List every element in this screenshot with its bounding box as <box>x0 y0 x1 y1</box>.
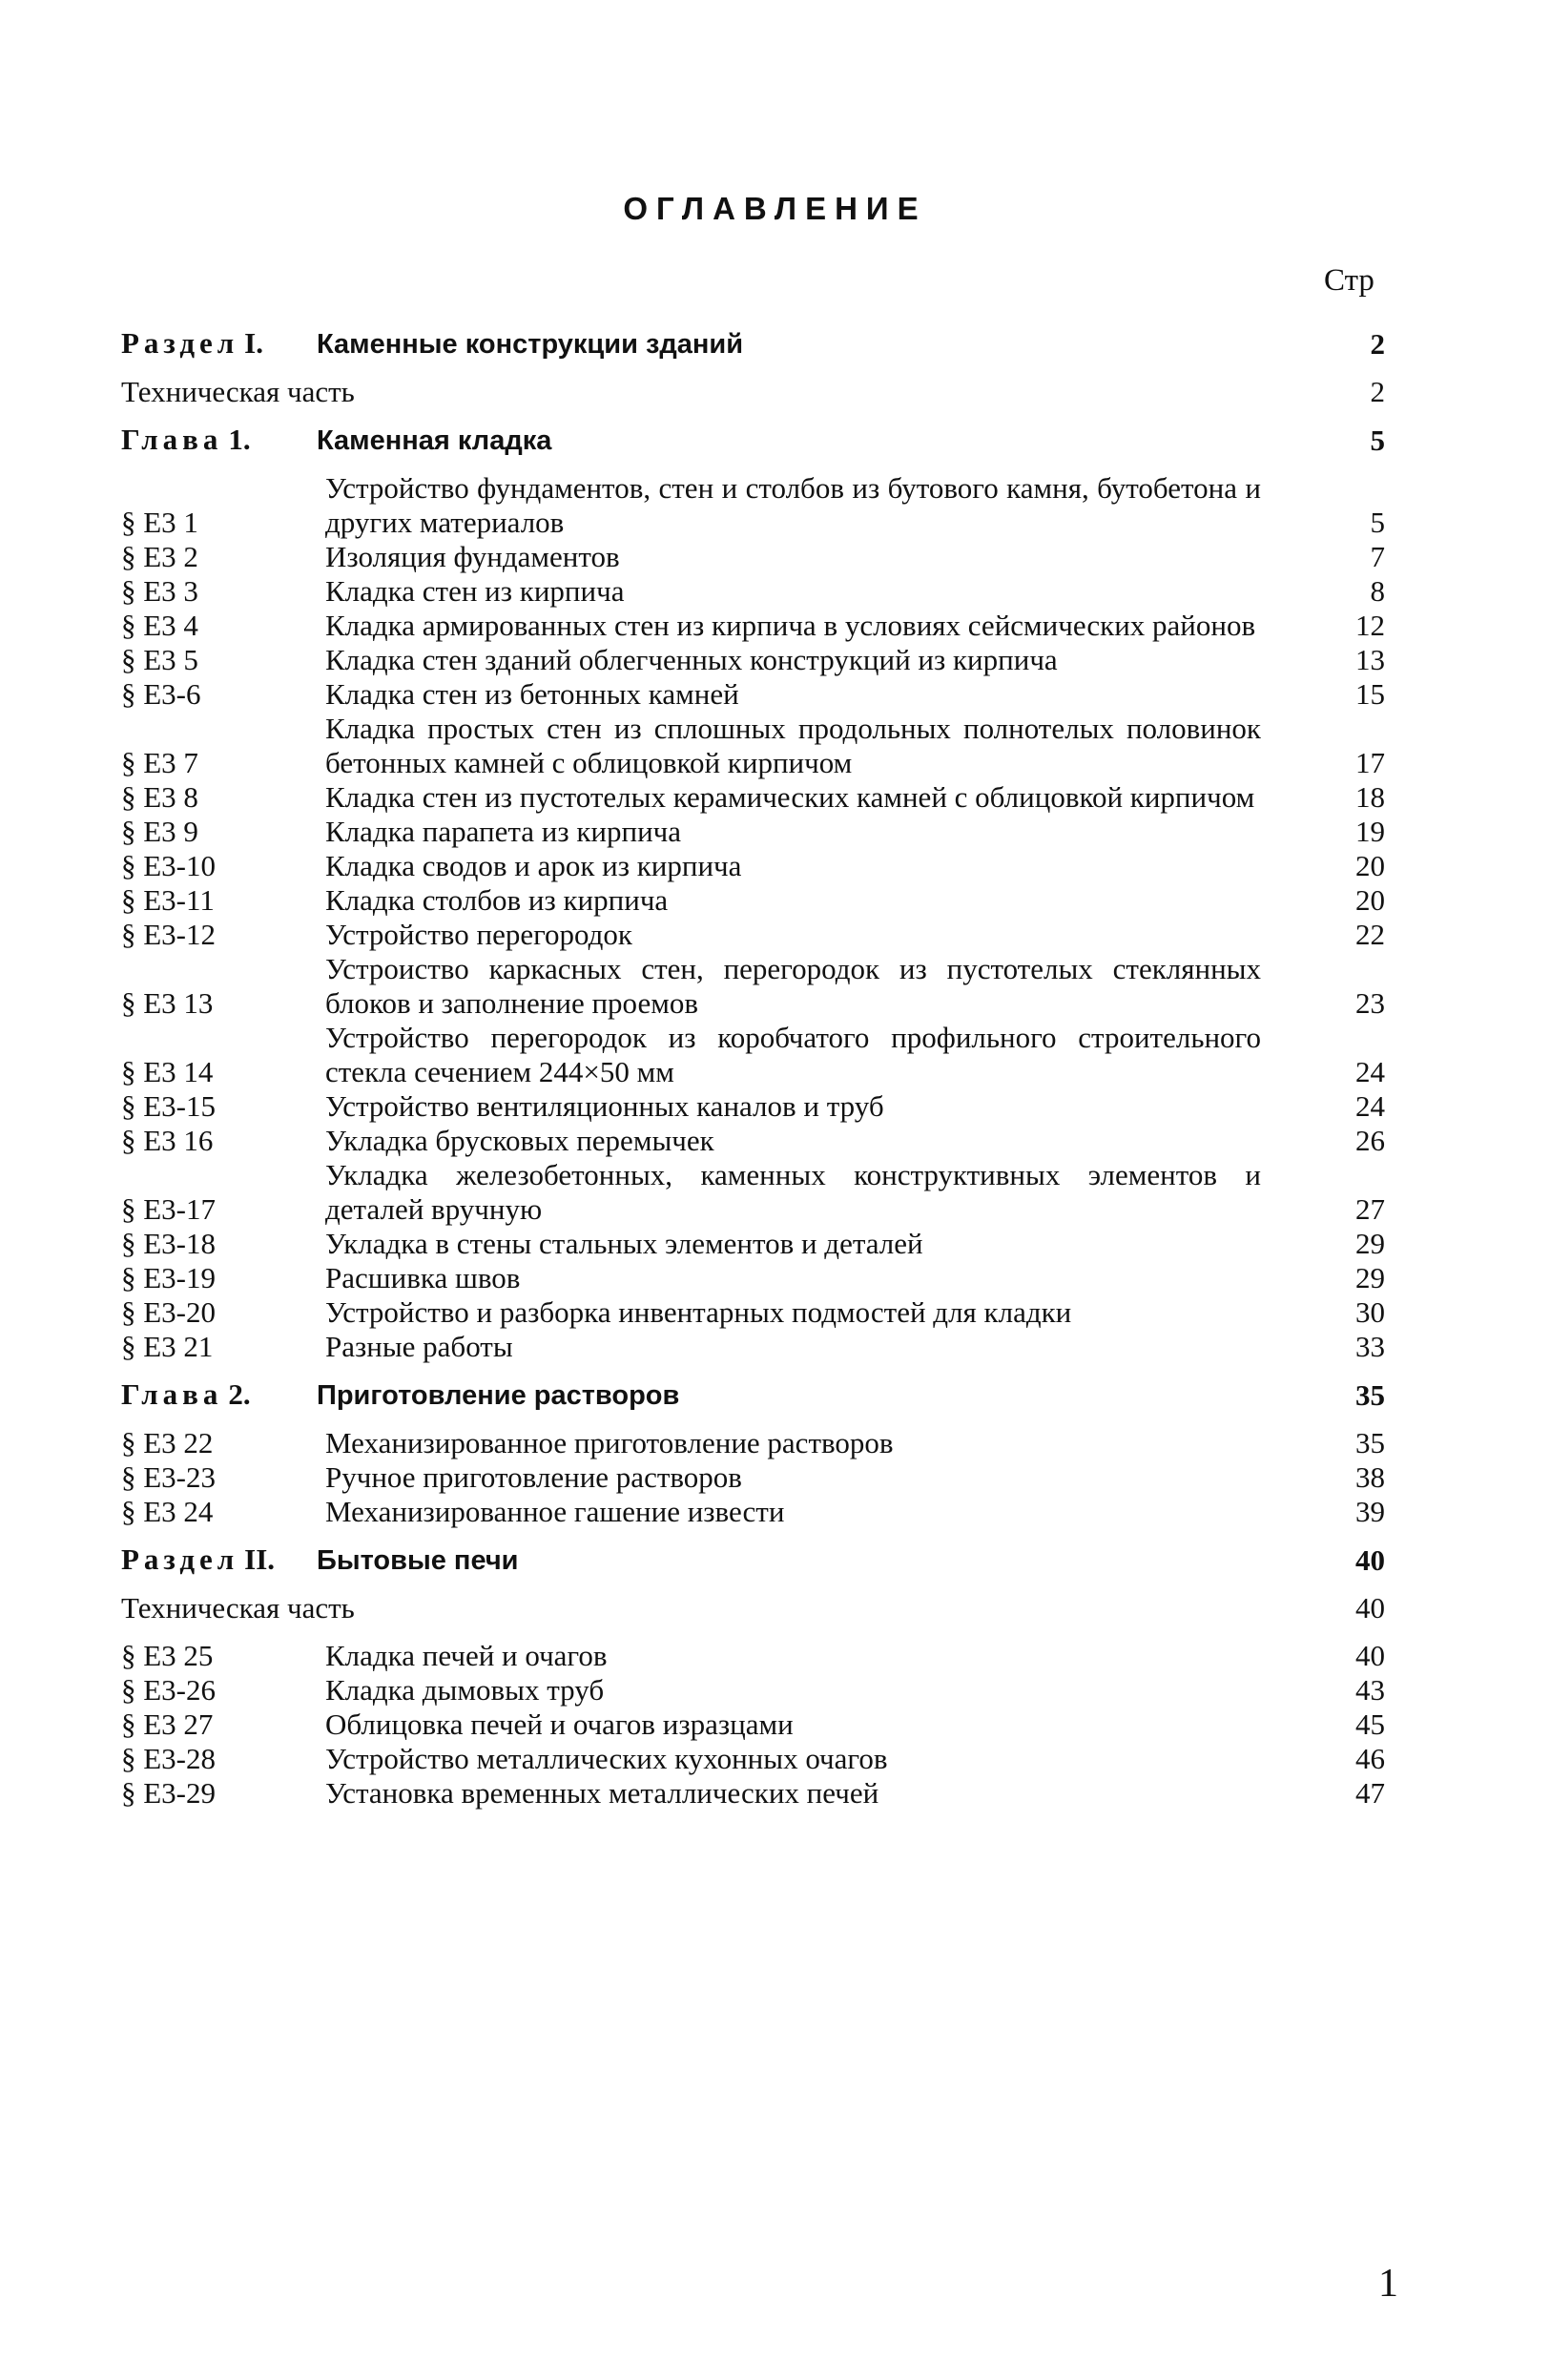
heading-number: 2. <box>228 1377 251 1411</box>
section-number: § Е3-18 <box>121 1227 217 1260</box>
section-number: § Е3-15 <box>121 1089 217 1123</box>
toc-entry <box>121 1673 1385 1707</box>
heading-title: Каменные конструкции зданий <box>317 329 744 360</box>
entry-text: Кладка стен из бетонных камней <box>325 677 739 711</box>
page-ref: 2 <box>1370 327 1385 361</box>
heading-number: 1. <box>228 423 251 456</box>
page-ref: 29 <box>1355 1227 1385 1260</box>
toc-entry <box>121 1639 1385 1673</box>
section-number: § Е3-19 <box>121 1261 217 1294</box>
page-ref: 12 <box>1355 609 1385 642</box>
section-number: § Е3-29 <box>121 1776 217 1810</box>
page-ref: 33 <box>1355 1330 1385 1363</box>
page-ref: 40 <box>1355 1639 1385 1672</box>
entry-text: Механизированное гашение извести <box>325 1495 785 1528</box>
heading-kind: Глава <box>121 423 223 456</box>
section-number: § Е3-10 <box>121 849 217 882</box>
toc-entry <box>121 1742 1385 1776</box>
heading-label <box>121 1542 317 1577</box>
page-ref: 15 <box>1355 677 1385 711</box>
section-number: § Е3-6 <box>121 677 201 711</box>
toc-entry <box>121 1158 1385 1227</box>
section-number: § Е3 14 <box>121 1055 214 1088</box>
section-number: § Е3-20 <box>121 1295 217 1329</box>
entry-text: Облицовка печей и очагов изразцами <box>325 1707 794 1741</box>
entry-text: Изоляция фундаментов <box>325 540 620 573</box>
entry-text: Техническая часть <box>121 1591 355 1625</box>
page-number: 1 <box>1378 2262 1398 2306</box>
toc-plain-entry <box>121 375 1385 409</box>
page-ref: 47 <box>1355 1776 1385 1810</box>
page-ref: 40 <box>1355 1543 1385 1577</box>
section-number: § Е3-28 <box>121 1742 217 1775</box>
page-ref: 24 <box>1355 1089 1385 1123</box>
toc-entry <box>121 1295 1385 1330</box>
section-number: § Е3 2 <box>121 540 198 573</box>
section-number: § Е3 3 <box>121 574 198 608</box>
entry-text: Устройство перегородок из коробчатого профильного строительного стекла сечением 244×50 мм <box>325 1021 1261 1088</box>
page-ref: 39 <box>1355 1495 1385 1528</box>
page-ref: 5 <box>1370 506 1385 539</box>
entry-text: Расшивка швов <box>325 1261 521 1294</box>
heading-title: Приготовление растворов <box>317 1380 680 1411</box>
page-ref: 20 <box>1355 849 1385 882</box>
toc-entry <box>121 1330 1385 1364</box>
page-ref: 35 <box>1355 1378 1385 1412</box>
toc-entry <box>121 712 1385 780</box>
section-number: § Е3 25 <box>121 1639 214 1672</box>
toc-entry <box>121 1707 1385 1742</box>
page-ref: 18 <box>1355 780 1385 814</box>
toc-entry <box>121 883 1385 918</box>
entry-text: Укладка железобетонных, каменных конструктивных элементов и деталей вручную <box>325 1158 1261 1226</box>
page-ref: 27 <box>1355 1192 1385 1226</box>
entry-text: Устроиство каркасных стен, перегородок из пустотелых стеклянных блоков и заполнение проемов <box>325 952 1261 1020</box>
entry-text: Устройство перегородок <box>325 918 632 951</box>
page-ref: 29 <box>1355 1261 1385 1294</box>
section-number: § Е3 27 <box>121 1707 214 1741</box>
entry-text: Кладка стен зданий облегченных конструкций из кирпича <box>325 643 1058 676</box>
page-ref: 45 <box>1355 1707 1385 1741</box>
section-number: § Е3 9 <box>121 815 198 848</box>
page-ref: 17 <box>1355 746 1385 779</box>
section-number: § Е3 24 <box>121 1495 214 1528</box>
page-ref: 30 <box>1355 1295 1385 1329</box>
page-ref: 35 <box>1355 1426 1385 1459</box>
toc-entry <box>121 1495 1385 1529</box>
toc-heading <box>121 1377 1385 1413</box>
entry-text: Кладка сводов и арок из кирпича <box>325 849 742 882</box>
entry-text: Устройство и разборка инвентарных подмостей для кладки <box>325 1295 1072 1329</box>
page-ref: 43 <box>1355 1673 1385 1707</box>
page-ref: 19 <box>1355 815 1385 848</box>
heading-title: Бытовые печи <box>317 1545 519 1576</box>
heading-number: II. <box>244 1542 276 1576</box>
entry-text: Кладка стен из кирпича <box>325 574 625 608</box>
toc-entry <box>121 952 1385 1021</box>
section-number: § Е3 1 <box>121 506 198 539</box>
toc-entry <box>121 643 1385 677</box>
toc-entry <box>121 849 1385 883</box>
section-number: § Е3-11 <box>121 883 215 917</box>
section-number: § Е3-23 <box>121 1460 217 1494</box>
page-column-header: Стр <box>1324 263 1374 298</box>
page-ref: 20 <box>1355 883 1385 917</box>
entry-text: Техническая часть <box>121 375 355 408</box>
entry-text: Кладка печей и очагов <box>325 1639 608 1672</box>
toc-entry <box>121 815 1385 849</box>
heading-kind: Раздел <box>121 326 239 360</box>
toc-entry <box>121 471 1385 540</box>
toc-entry <box>121 1776 1385 1811</box>
page-ref: 22 <box>1355 918 1385 951</box>
section-number: § Е3-12 <box>121 918 217 951</box>
toc-entry <box>121 780 1385 815</box>
toc-entry <box>121 609 1385 643</box>
toc-entry <box>121 1124 1385 1158</box>
toc-entry <box>121 540 1385 574</box>
toc-heading <box>121 326 1385 362</box>
page-ref: 8 <box>1370 574 1385 608</box>
heading-number: I. <box>244 326 263 360</box>
entry-text: Кладка дымовых труб <box>325 1673 605 1707</box>
section-number: § Е3 4 <box>121 609 198 642</box>
entry-text: Разные работы <box>325 1330 513 1363</box>
toc-entry <box>121 1261 1385 1295</box>
section-number: § Е3 7 <box>121 746 198 779</box>
toc-entry <box>121 1089 1385 1124</box>
page-ref: 24 <box>1355 1055 1385 1088</box>
entry-text: Укладка в стены стальных элементов и деталей <box>325 1227 923 1260</box>
toc-heading <box>121 1542 1385 1578</box>
section-number: § Е3-17 <box>121 1192 217 1226</box>
entry-text: Установка временных металлических печей <box>325 1776 879 1810</box>
entry-text: Устройство фундаментов, стен и столбов из бутового камня, бутобетона и других материалов <box>325 471 1261 539</box>
toc-entry <box>121 1227 1385 1261</box>
section-number: § Е3 13 <box>121 986 214 1020</box>
page-ref: 40 <box>1355 1591 1385 1625</box>
entry-text: Механизированное приготовление растворов <box>325 1426 894 1459</box>
entry-text: Кладка столбов из кирпича <box>325 883 669 917</box>
section-number: § Е3 5 <box>121 643 198 676</box>
entry-text: Устройство вентиляционных каналов и труб <box>325 1089 884 1123</box>
toc-entry <box>121 1021 1385 1089</box>
entry-text: Кладка парапета из кирпича <box>325 815 682 848</box>
page-ref: 7 <box>1370 540 1385 573</box>
page-title: ОГЛАВЛЕНИЕ <box>623 191 927 226</box>
heading-label <box>121 423 317 457</box>
entry-text: Укладка брусковых перемычек <box>325 1124 714 1157</box>
heading-title: Каменная кладка <box>317 425 552 456</box>
toc-entry <box>121 574 1385 609</box>
section-number: § Е3 22 <box>121 1426 214 1459</box>
page-ref: 13 <box>1355 643 1385 676</box>
heading-kind: Раздел <box>121 1542 239 1576</box>
toc-heading <box>121 423 1385 458</box>
toc-entry <box>121 677 1385 712</box>
heading-label <box>121 326 317 361</box>
toc-entry <box>121 918 1385 952</box>
entry-text: Устройство металлических кухонных очагов <box>325 1742 888 1775</box>
entry-text: Ручное приготовление растворов <box>325 1460 742 1494</box>
section-number: § Е3 8 <box>121 780 198 814</box>
page-ref: 23 <box>1355 986 1385 1020</box>
page-ref: 26 <box>1355 1124 1385 1157</box>
entry-text: Кладка стен из пустотелых керамических камней с облицовкой кирпичом <box>325 780 1255 814</box>
page-ref: 2 <box>1370 375 1385 408</box>
section-number: § Е3-26 <box>121 1673 217 1707</box>
table-of-contents <box>121 326 1385 1811</box>
section-number: § Е3 21 <box>121 1330 214 1363</box>
page-ref: 46 <box>1355 1742 1385 1775</box>
toc-plain-entry <box>121 1591 1385 1625</box>
section-number: § Е3 16 <box>121 1124 214 1157</box>
entry-text: Кладка армированных стен из кирпича в условиях сейсмических районов <box>325 609 1256 642</box>
heading-kind: Глава <box>121 1377 223 1411</box>
heading-label <box>121 1377 317 1412</box>
page-ref: 38 <box>1355 1460 1385 1494</box>
page-ref: 5 <box>1370 424 1385 457</box>
toc-entry <box>121 1426 1385 1460</box>
toc-entry <box>121 1460 1385 1495</box>
entry-text: Кладка простых стен из сплошных продольных полнотелых половинок бетонных камней с облицовкой кирпичом <box>325 712 1261 779</box>
